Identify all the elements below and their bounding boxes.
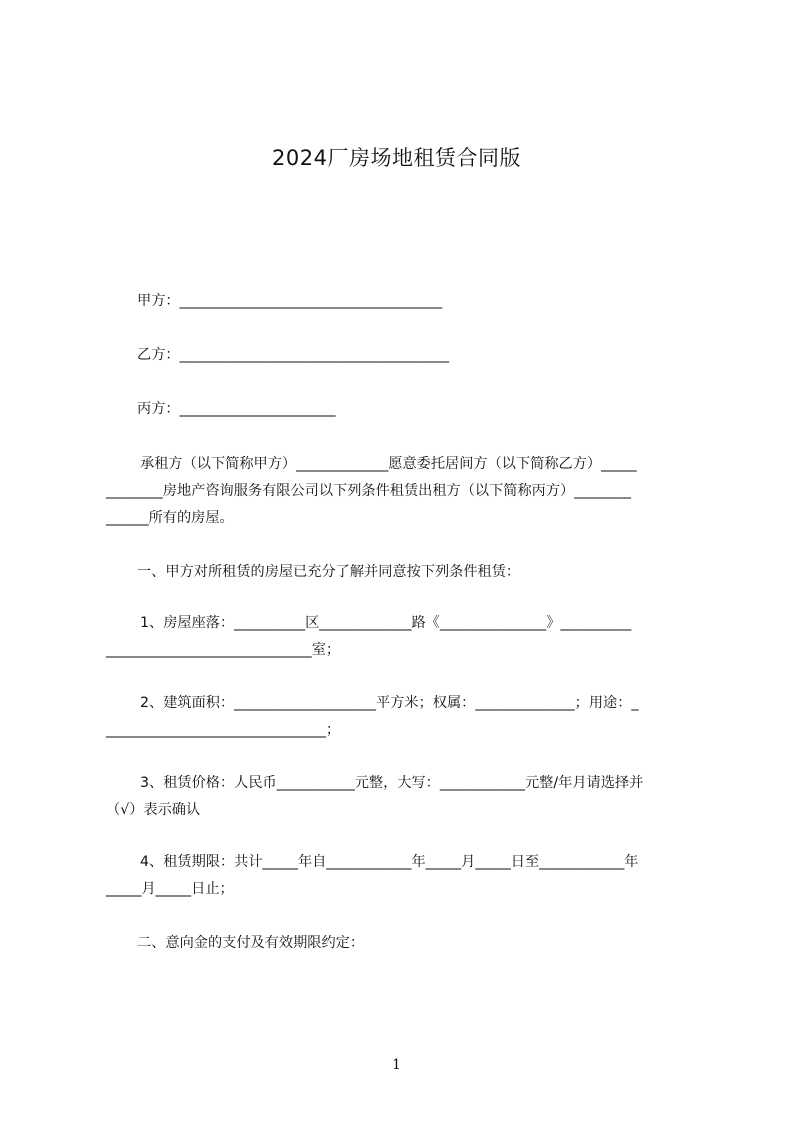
item-2-line-1: 2、建筑面积：____________________平方米；权属：______________；用途：_: [140, 695, 639, 711]
item-1-line-2: _____________________________室；: [106, 642, 341, 658]
intro-paragraph-line-1: 承租方（以下简称甲方）_____________愿意委托居间方（以下简称乙方）_____: [140, 456, 637, 472]
party-b-line: 乙方：______________________________________: [137, 347, 450, 363]
party-c-line: 丙方：______________________: [137, 401, 336, 417]
intro-paragraph-line-2: ________房地产咨询服务有限公司以下列条件租赁出租方（以下简称丙方）________: [106, 483, 631, 499]
item-1-line-1: 1、房屋座落：__________区_____________路《_______________》__________: [140, 615, 632, 631]
section-1-heading: 一、甲方对所租赁的房屋已充分了解并同意按下列条件租赁：: [137, 564, 521, 580]
section-2-heading: 二、意向金的支付及有效期限约定：: [137, 935, 365, 951]
item-3-line-1: 3、租赁价格：人民币___________元整，大写：____________元整/年月请选择并: [140, 775, 644, 791]
item-4-line-2: _____月_____日止；: [106, 881, 234, 897]
party-a-line: 甲方：_____________________________________: [137, 293, 443, 309]
page-number: 1: [392, 1057, 401, 1073]
item-4-line-1: 4、租赁期限：共计_____年自____________年_____月_____日至____________年: [140, 854, 639, 870]
item-2-line-2: _______________________________；: [106, 722, 341, 738]
intro-paragraph-line-3: ______所有的房屋。: [106, 510, 234, 526]
document-title: 2024厂房场地租赁合同版: [272, 146, 521, 170]
item-3-line-2: （√）表示确认: [106, 802, 201, 818]
